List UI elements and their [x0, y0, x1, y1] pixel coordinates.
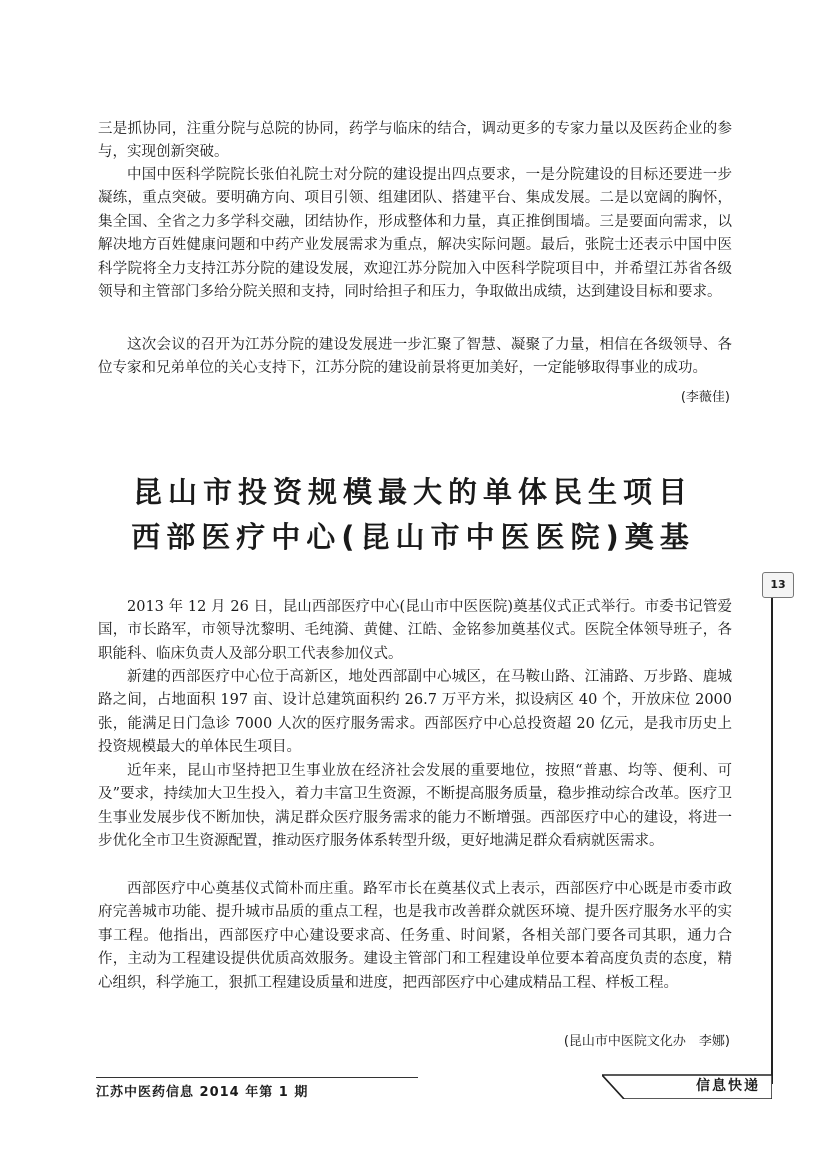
- article2-title-line-1: 昆山市投资规模最大的单体民生项目: [132, 475, 693, 509]
- article1-paragraph-2: 中国中医科学院院长张伯礼院士对分院的建设提出四点要求，一是分院建设的目标还要进一步凝练，重点突破。要明确方向、项目引领、组建团队、搭建平台、集成发展。二是以宽阔的胸怀，集全国、全省之力多学科交融，团结协作，形成整体和力量，真正推倒围墙。三是要面向需求，以解决地方百姓健康问题和中药产业发展需求为重点，解决实际问题。最后，张院士还表示中国中医科学院将全力支持江苏分院的建设发展，欢迎江苏分院加入中医科学院项目中，并希望江苏省各级领导和主管部门多给分院关照和支持，同时给担子和压力，争取做出成绩，达到建设目标和要求。: [98, 167, 732, 301]
- page-number-badge: 13: [762, 572, 794, 598]
- article2-paragraph-1: 2013 年 12 月 26 日，昆山西部医疗中心(昆山市中医医院)奠基仪式正式举行。市委书记管爱国，市长路军，市领导沈黎明、毛纯漪、黄健、江皓、金铭参加奠基仪式。医院全体领导班子，各职能科、临床负责人及部分职工代表参加仪式。: [98, 599, 732, 662]
- section-label: 信息快递: [696, 1078, 760, 1094]
- article1-paragraph-3: 这次会议的召开为江苏分院的建设发展进一步汇聚了智慧、凝聚了力量，相信在各级领导、各位专家和兄弟单位的关心支持下，江苏分院的建设前景将更加美好，一定能够取得事业的成功。: [98, 337, 732, 377]
- article1-author-credit: (李薇佳): [680, 390, 730, 405]
- journal-issue-footer: 江苏中医药信息 2014 年第 1 期: [96, 1085, 309, 1100]
- footer-rule: [96, 1077, 418, 1078]
- page-edge-rule: [771, 594, 773, 1084]
- article2-paragraph-4: 西部医疗中心奠基仪式简朴而庄重。路军市长在奠基仪式上表示，西部医疗中心既是市委市政府完善城市功能、提升城市品质的重点工程，也是我市改善群众就医环境、提升医疗服务水平的实事工程。他指出，西部医疗中心建设要求高、任务重、时间紧，各相关部门要各司其职，通力合作，主动为工程建设提供优质高效服务。建设主管部门和工程建设单位要本着高度负责的态度，精心组织，科学施工，狠抓工程建设质量和进度，把西部医疗中心建成精品工程、样板工程。: [98, 881, 732, 991]
- article2-title-line-2: 西部医疗中心(昆山市中医医院)奠基: [131, 520, 695, 554]
- article2-author-credit: (昆山市中医院文化办 李娜): [563, 1034, 730, 1049]
- article1-paragraph-1: 三是抓协同，注重分院与总院的协同，药学与临床的结合，调动更多的专家力量以及医药企业的参与，实现创新突破。: [98, 121, 732, 161]
- article2-paragraph-3: 近年来，昆山市坚持把卫生事业放在经济社会发展的重要地位，按照“普惠、均等、便利、可及”要求，持续加大卫生投入，着力丰富卫生资源，不断提高服务质量，稳步推动综合改革。医疗卫生事业发展步伐不断加快，满足群众医疗服务需求的能力不断增强。西部医疗中心的建设，将进一步优化全市卫生资源配置，推动医疗服务体系转型升级，更好地满足群众看病就医需求。: [98, 763, 732, 850]
- article2-paragraph-2: 新建的西部医疗中心位于高新区，地处西部副中心城区，在马鞍山路、江浦路、万步路、鹿城路之间，占地面积 197 亩、设计总建筑面积约 26.7 万平方米，拟设病区 40 个，开放床位 2000 张，能满足日门急诊 7000 人次的医疗服务需求。西部医疗中心总投资超 20 亿元，是我市历史上投资规模最大的单体民生项目。: [98, 669, 732, 756]
